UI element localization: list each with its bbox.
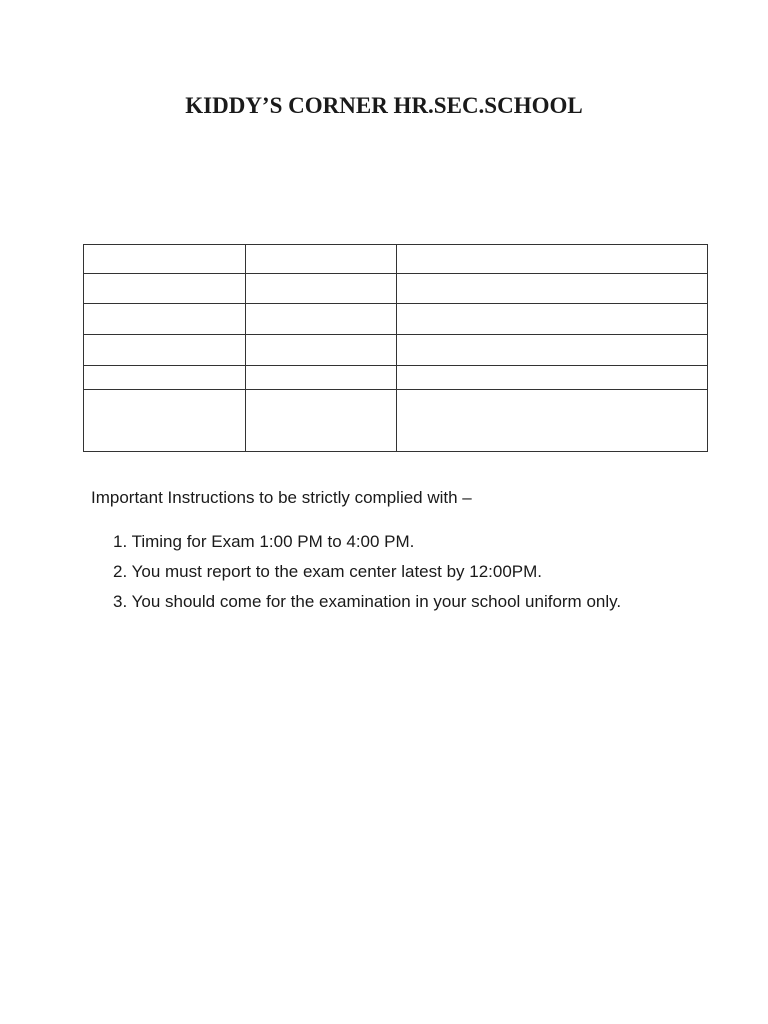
- details-table: [83, 244, 708, 452]
- table-cell: [246, 335, 397, 366]
- instructions-list: [113, 530, 621, 620]
- table-cell: [397, 335, 708, 366]
- table-cell: [84, 304, 246, 335]
- table-cell: [397, 366, 708, 390]
- table-cell: [84, 274, 246, 304]
- instruction-item: 3. You should come for the examination in your school uniform only.: [113, 592, 622, 611]
- table-row: [84, 366, 708, 390]
- table-cell: [397, 304, 708, 335]
- table-cell: [246, 390, 397, 452]
- table-row: [84, 274, 708, 304]
- table-cell: [84, 245, 246, 274]
- table-cell: [397, 245, 708, 274]
- table-cell: [84, 335, 246, 366]
- table-cell: [246, 274, 397, 304]
- table-row: [84, 335, 708, 366]
- page-title: KIDDY’S CORNER HR.SEC.SCHOOL: [185, 93, 583, 118]
- table-row: [84, 304, 708, 335]
- table-cell: [246, 366, 397, 390]
- table-cell: [246, 245, 397, 274]
- table-row: [84, 245, 708, 274]
- table-cell: [84, 366, 246, 390]
- table-cell: [246, 304, 397, 335]
- instruction-item: 2. You must report to the exam center latest by 12:00PM.: [113, 562, 543, 581]
- table-cell: [397, 390, 708, 452]
- table-row: [84, 390, 708, 452]
- instructions-heading: Important Instructions to be strictly complied with –: [91, 488, 472, 507]
- table-cell: [397, 274, 708, 304]
- table-cell: [84, 390, 246, 452]
- instruction-item: 1. Timing for Exam 1:00 PM to 4:00 PM.: [113, 532, 415, 551]
